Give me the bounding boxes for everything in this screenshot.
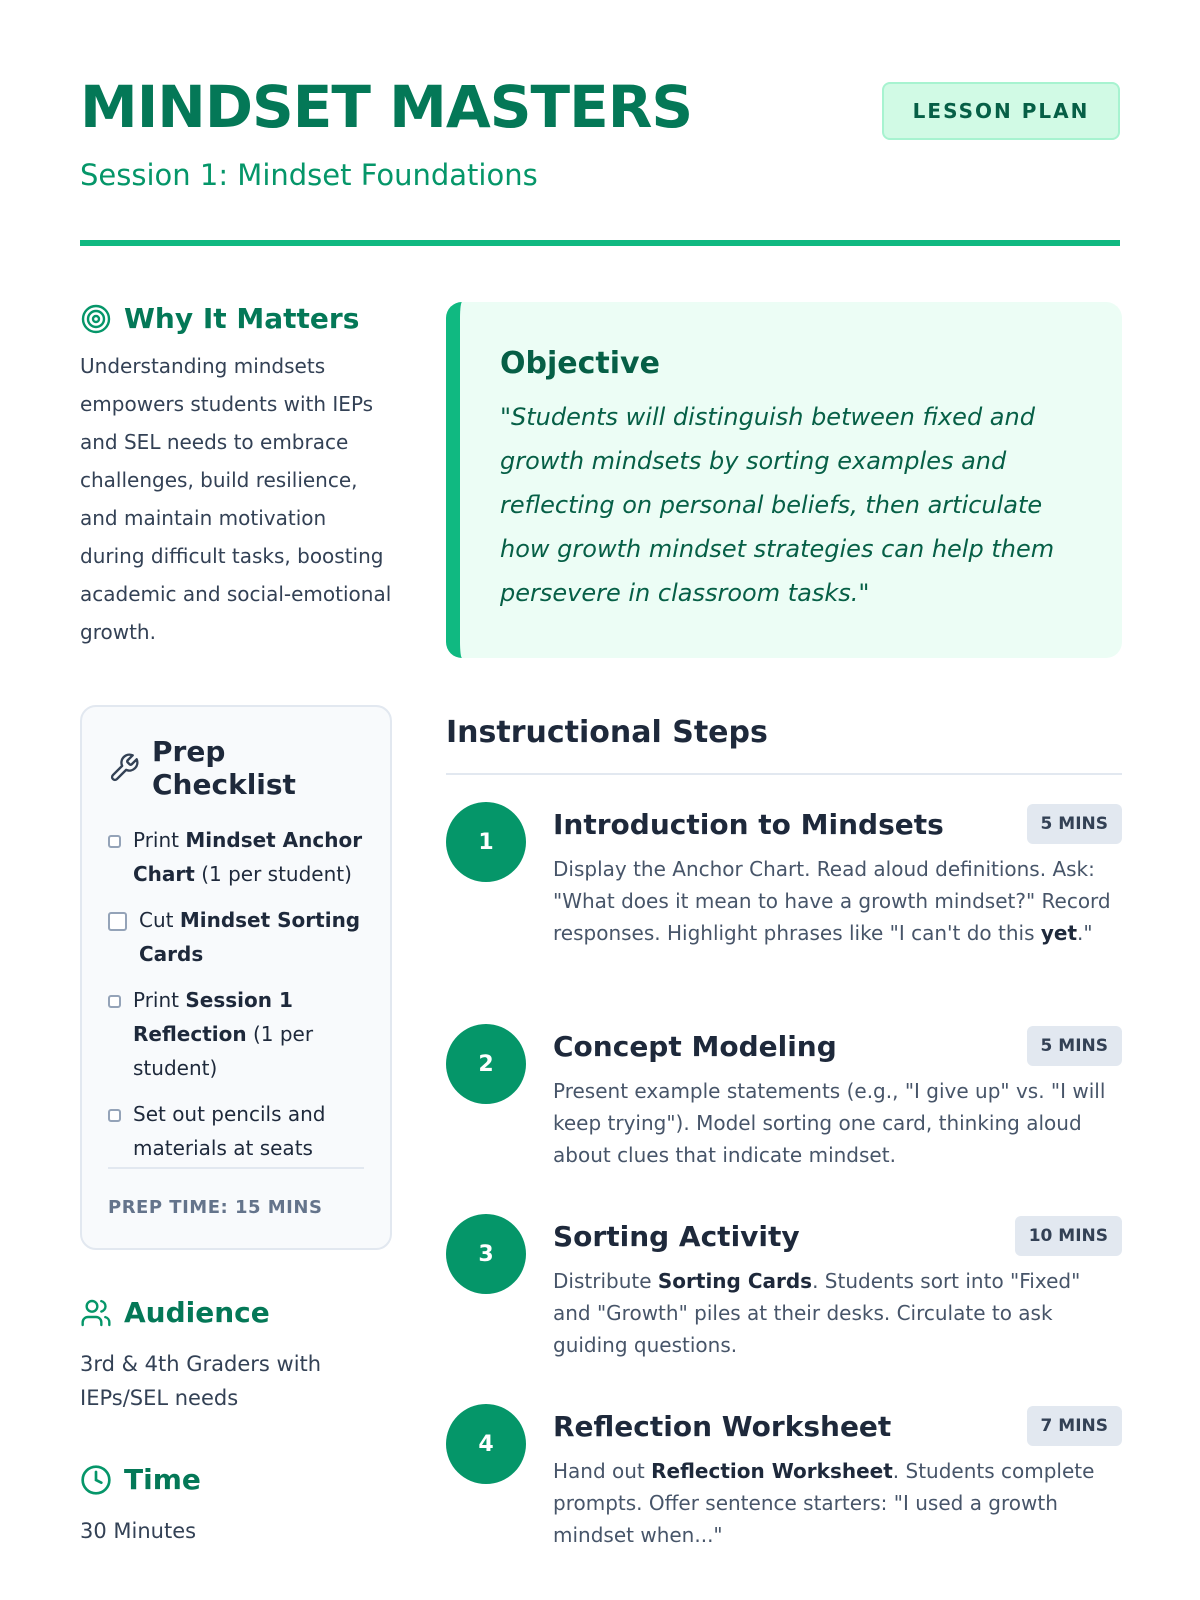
prep-checklist-label: Prep Checklist: [152, 735, 296, 801]
step-description: Display the Anchor Chart. Read aloud definitions. Ask: "What does it mean to have a growth mindset?" Record responses. Highlight phrases like "I can't do this yet.": [553, 857, 1111, 945]
why-it-matters-section: [80, 302, 392, 651]
checkbox[interactable]: [108, 835, 121, 848]
why-it-matters-heading: [80, 302, 392, 335]
step-description: Hand out Reflection Worksheet. Students complete prompts. Offer sentence starters: "I used a growth mindset when...": [553, 1459, 1095, 1547]
target-icon: [80, 303, 112, 335]
prep-checklist-heading: [108, 735, 364, 801]
clock-icon: [80, 1464, 112, 1496]
steps-divider: [446, 773, 1122, 775]
step-number: 3: [446, 1214, 526, 1294]
objective-text: "Students will distinguish between fixed and growth mindsets by sorting examples and reflecting on personal beliefs, then articulate how growth mindset strategies can help them persevere in classroom tasks.": [500, 403, 1055, 607]
why-it-matters-label: Why It Matters: [124, 302, 360, 335]
step-description: Distribute Sorting Cards. Students sort into "Fixed" and "Growth" piles at their desks. Circulate to ask guiding questions.: [553, 1269, 1081, 1357]
page-title: MINDSET MASTERS: [80, 73, 693, 141]
step-number: 2: [446, 1024, 526, 1104]
session-subtitle: Session 1: Mindset Foundations: [80, 158, 538, 192]
header-divider: [80, 240, 1120, 246]
time-text: 30 Minutes: [80, 1519, 197, 1543]
step-title: Reflection Worksheet: [553, 1410, 892, 1443]
time-heading: [80, 1463, 392, 1496]
audience-text: 3rd & 4th Graders with IEPs/SEL needs: [80, 1352, 322, 1410]
audience-heading: [80, 1296, 392, 1329]
prep-divider: [108, 1167, 364, 1169]
step-title: Introduction to Mindsets: [553, 808, 944, 841]
checklist-item: Print Mindset Anchor Chart (1 per student): [108, 823, 364, 891]
prep-checklist: [108, 823, 364, 1165]
step-duration-badge: 5 MINS: [1027, 1026, 1122, 1066]
time-section: [80, 1463, 392, 1548]
instructional-steps-title: Instructional Steps: [446, 715, 768, 750]
checklist-item: Set out pencils and materials at seats: [108, 1097, 364, 1165]
step-duration-badge: 7 MINS: [1027, 1406, 1122, 1446]
step-duration-badge: 10 MINS: [1015, 1216, 1122, 1256]
audience-section: [80, 1296, 392, 1415]
step-number: 1: [446, 802, 526, 882]
objective-card: [446, 302, 1122, 658]
checklist-item: Print Session 1 Reflection (1 per student): [108, 983, 364, 1085]
step-title: Concept Modeling: [553, 1030, 837, 1063]
lesson-plan-badge: LESSON PLAN: [882, 82, 1120, 140]
prep-time: PREP TIME: 15 MINS: [108, 1197, 323, 1218]
checklist-item: Cut Mindset Sorting Cards: [108, 903, 364, 971]
time-label: Time: [124, 1463, 201, 1496]
step-duration-badge: 5 MINS: [1027, 804, 1122, 844]
checkbox[interactable]: [108, 1109, 121, 1122]
step-number: 4: [446, 1404, 526, 1484]
step-description: Present example statements (e.g., "I give up" vs. "I will keep trying"). Model sorting one card, thinking aloud about clues that indicate mindset.: [553, 1079, 1106, 1167]
wrench-icon: [108, 752, 140, 784]
step-title: Sorting Activity: [553, 1220, 800, 1253]
why-it-matters-text: Understanding mindsets empowers students with IEPs and SEL needs to embrace challenges, build resilience, and maintain motivation during difficult tasks, boosting academic and social-emotional growth.: [80, 354, 392, 644]
checkbox[interactable]: [108, 995, 121, 1008]
prep-checklist-card: [80, 705, 392, 1250]
users-icon: [80, 1297, 112, 1329]
objective-title: Objective: [500, 346, 660, 381]
header: [80, 73, 1120, 192]
audience-label: Audience: [124, 1296, 270, 1329]
checkbox[interactable]: [108, 912, 127, 931]
